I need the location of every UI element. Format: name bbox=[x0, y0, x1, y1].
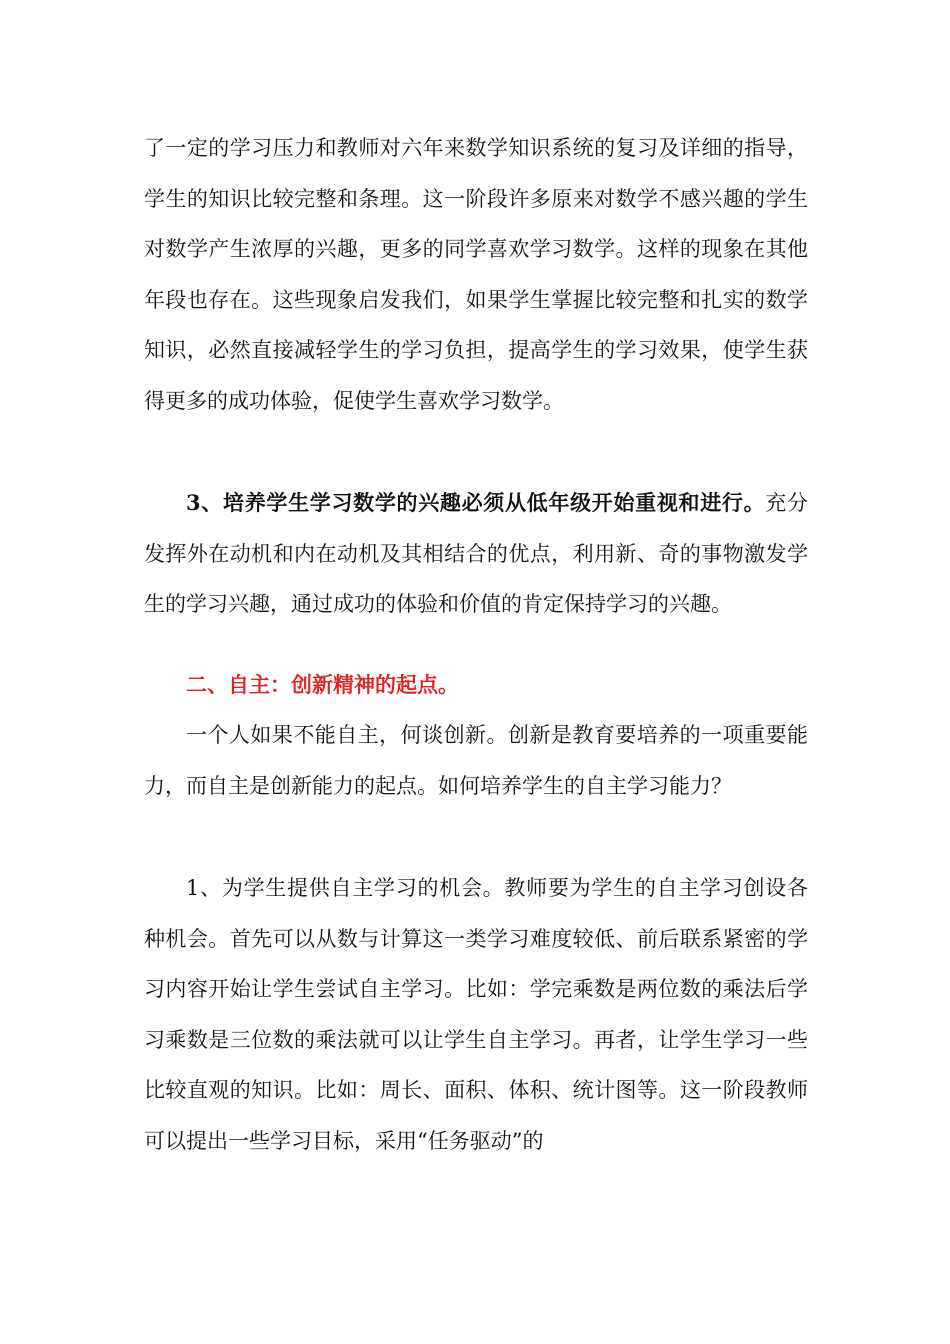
paragraph-point-3 bbox=[144, 478, 808, 630]
section-2-intro: 一个人如果不能自主，何谈创新。创新是教育要培养的一项重要能力，而自主是创新能力的起点。如何培养学生的自主学习能力？ bbox=[144, 723, 808, 798]
paragraph-continued: 了一定的学习压力和教师对六年来数学知识系统的复习及详细的指导，学生的知识比较完整和条理。这一阶段许多原来对数学不感兴趣的学生对数学产生浓厚的兴趣，更多的同学喜欢学习数学。这样的现象在其他年段也存在。这些现象启发我们，如果学生掌握比较完整和扎实的数学知识，必然直接减轻学生的学习负担，提高学生的学习效果，使学生获得更多的成功体验，促使学生喜欢学习数学。 bbox=[144, 136, 808, 413]
document-body bbox=[144, 123, 808, 1166]
point-3-body: 充分发挥外在动机和内在动机及其相结合的优点，利用新、奇的事物激发学生的学习兴趣，通过成功的体验和价值的肯定保持学习的兴趣。 bbox=[144, 491, 808, 616]
section-2-heading: 二、自主：创新精神的起点。 bbox=[186, 671, 459, 697]
point-3-bold-lead: 3、培养学生学习数学的兴趣必须从低年级开始重视和进行。 bbox=[186, 490, 766, 515]
paragraph-point-1: 1、为学生提供自主学习的机会。教师要为学生的自主学习创设各种机会。首先可以从数与计算这一类学习难度较低、前后联系紧密的学习内容开始让学生尝试自主学习。比如：学完乘数是两位数的乘法后学习乘数是三位数的乘法就可以让学生自主学习。再者，让学生学习一些比较直观的知识。比如：周长、面积、体积、统计图等。这一阶段教师可以提出一些学习目标，采用“任务驱动”的 bbox=[144, 876, 808, 1153]
